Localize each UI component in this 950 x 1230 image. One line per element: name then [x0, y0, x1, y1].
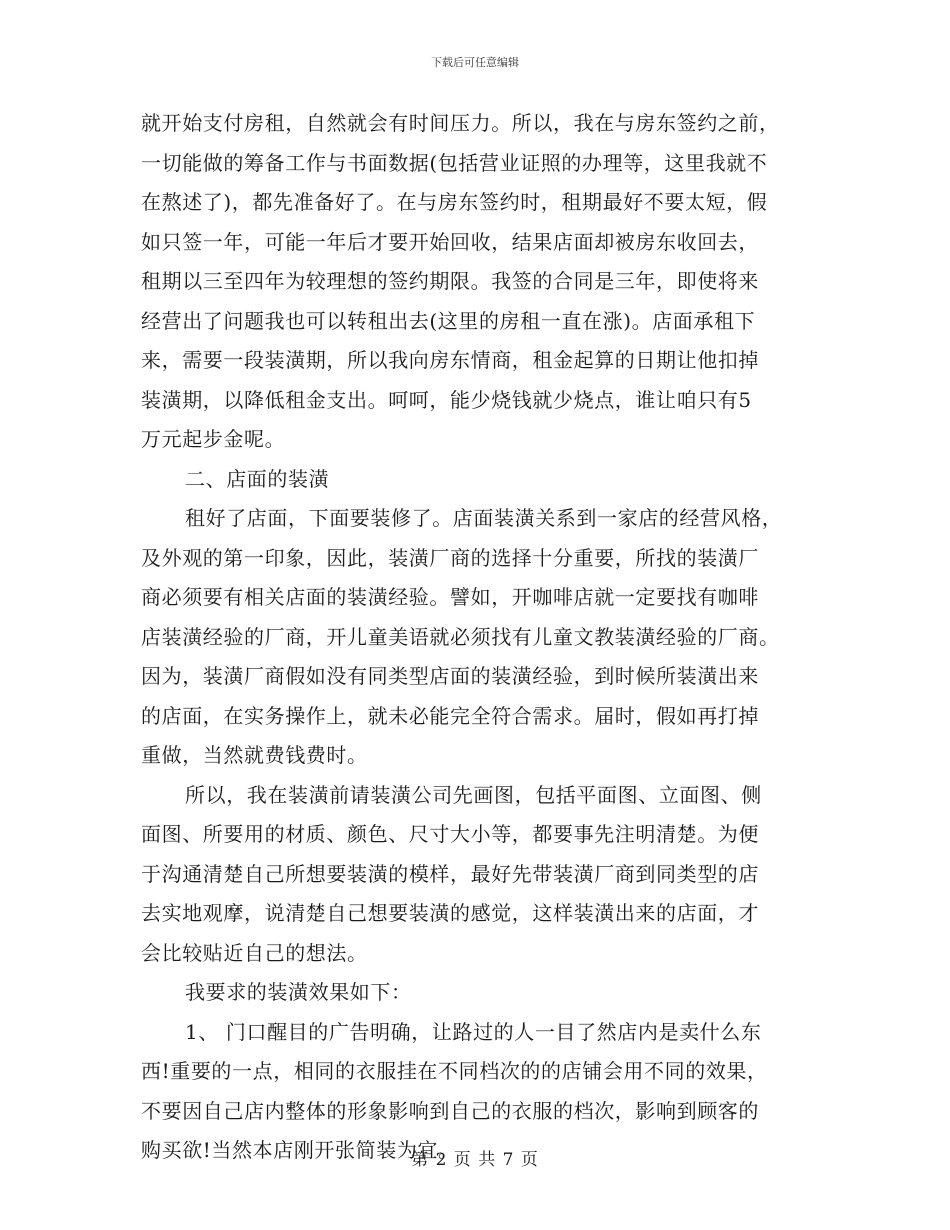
section-heading: 二、店面的装潢 [185, 466, 330, 491]
paragraph-line: 西!重要的一点，相同的衣服挂在不同档次的的店铺会用不同的效果， [141, 1059, 768, 1083]
body-text [141, 104, 809, 1171]
paragraph-line: 所以，我在装潢前请装潢公司先画图，包括平面图、立面图、侧 [185, 782, 762, 807]
paragraph-line: 我要求的装潢效果如下： [185, 980, 412, 1004]
paragraph-line: 租期以三至四年为较理想的签约期限。我签的合同是三年，即使将来 [141, 269, 759, 293]
paragraph-line: 会比较贴近自己的想法。 [141, 940, 368, 965]
paragraph-line: 及外观的第一印象，因此，装潢厂商的选择十分重要，所找的装潢厂 [141, 545, 759, 570]
paragraph-line: 重做，当然就费钱费时。 [141, 743, 368, 767]
page-number: 第 2 页 共 7 页 [411, 1150, 539, 1170]
paragraph-line: 不要因自己店内整体的形象影响到自己的衣服的档次，影响到顾客的 [141, 1098, 759, 1123]
paragraph-line: 因为，装潢厂商假如没有同类型店面的装潢经验，到时候所装潢出来 [141, 664, 759, 688]
paragraph-line: 装潢期，以降低租金支出。呵呵，能少烧钱就少烧点，谁让咱只有5 [141, 387, 752, 412]
paragraph-line: 经营出了问题我也可以转租出去(这里的房租一直在涨)。店面承租下 [141, 308, 756, 333]
paragraph-line: 的店面，在实务操作上，就未必能完全符合需求。届时，假如再打掉 [141, 703, 759, 728]
paragraph-line: 万元起步金呢。 [141, 427, 286, 451]
paragraph-line: 去实地观摩，说清楚自己想要装潢的感觉，这样装潢出来的店面，才 [141, 901, 759, 925]
paragraph-line: 来，需要一段装潢期，所以我向房东情商，租金起算的日期让他扣掉 [141, 348, 759, 372]
paragraph-line: 店装潢经验的厂商，开儿童美语就必须找有儿童文教装潢经验的厂商。 [141, 624, 780, 649]
paragraph-line: 在熬述了)，都先准备好了。在与房东签约时，租期最好不要太短，假 [141, 190, 768, 214]
list-item: 1、 门口醒目的广告明确，让路过的人一目了然店内是卖什么东 [185, 1019, 762, 1044]
paragraph-line: 一切能做的筹备工作与书面数据(包括营业证照的办理等，这里我就不 [141, 150, 768, 175]
paragraph-line: 就开始支付房租，自然就会有时间压力。所以，我在与房东签约之前， [141, 111, 780, 135]
paragraph-line: 购买欲!当然本店刚开张简装为宜。 [141, 1138, 459, 1162]
page-header: 下载后可任意编辑 [431, 56, 519, 69]
paragraph-line: 于沟通清楚自己所想要装潢的模样，最好先带装潢厂商到同类型的店 [141, 861, 759, 886]
paragraph-line: 面图、所要用的材质、颜色、尺寸大小等，都要事先注明清楚。为便 [141, 822, 759, 846]
paragraph-line: 租好了店面，下面要装修了。店面装潢关系到一家店的经营风格， [185, 506, 783, 530]
paragraph-line: 如只签一年，可能一年后才要开始回收，结果店面却被房东收回去， [141, 229, 759, 254]
paragraph-line: 商必须要有相关店面的装潢经验。譬如，开咖啡店就一定要找有咖啡 [141, 585, 759, 609]
